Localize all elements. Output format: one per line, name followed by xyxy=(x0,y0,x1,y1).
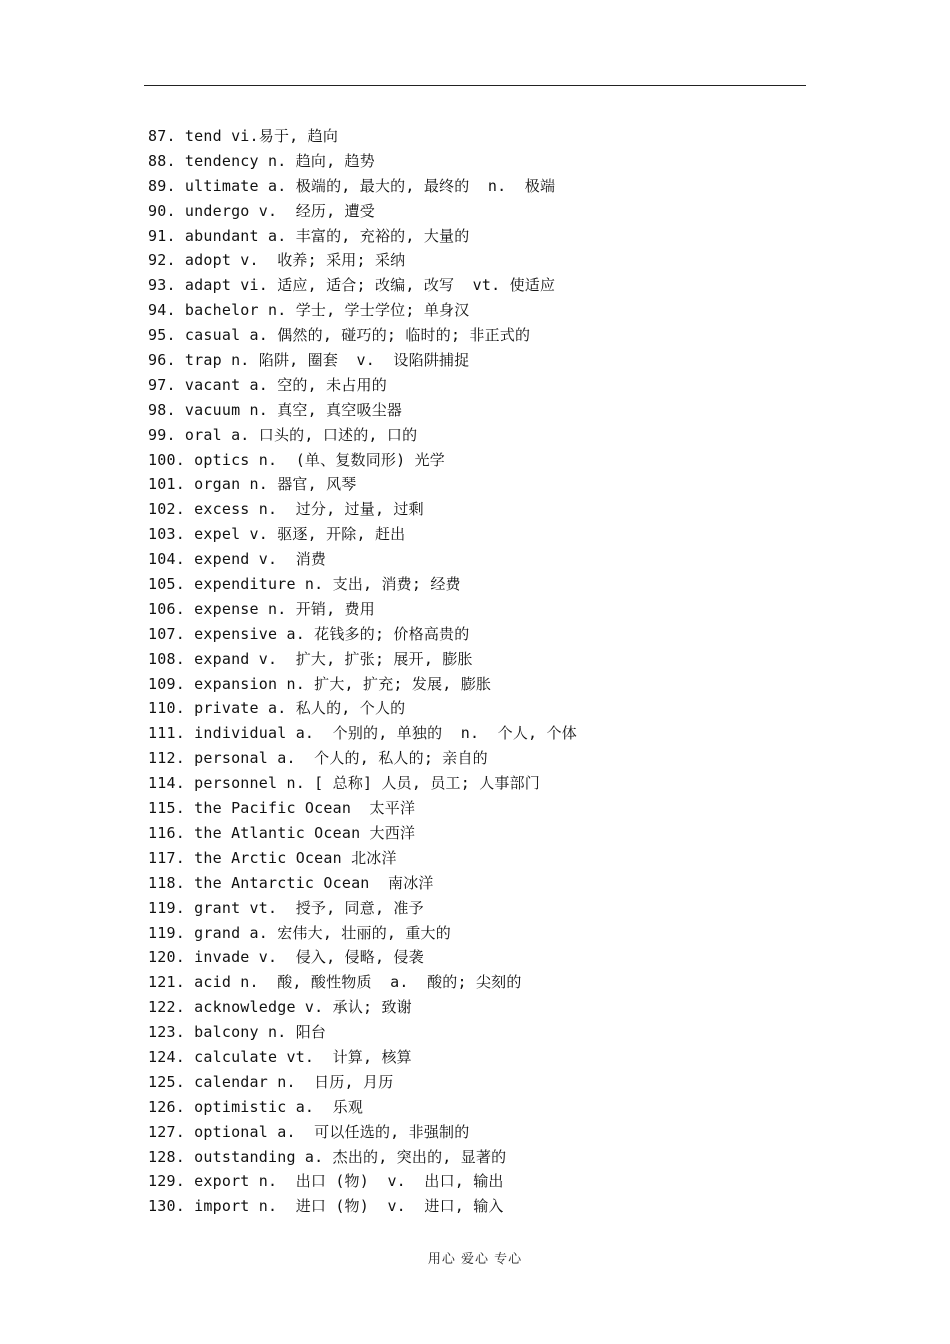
vocab-entry: 95. casual a. 偶然的, 碰巧的; 临时的; 非正式的 xyxy=(148,326,531,345)
vocab-entry: 101. organ n. 器官, 风琴 xyxy=(148,475,357,494)
vocab-entry: 102. excess n. 过分, 过量, 过剩 xyxy=(148,500,424,519)
vocab-entry: 119. grand a. 宏伟大, 壮丽的, 重大的 xyxy=(148,923,451,942)
vocab-entry: 98. vacuum n. 真空, 真空吸尘器 xyxy=(148,400,403,419)
vocab-entry: 109. expansion n. 扩大, 扩充; 发展, 膨胀 xyxy=(148,674,492,693)
vocab-entry: 112. personal a. 个人的, 私人的; 亲自的 xyxy=(148,749,488,768)
vocab-entry: 99. oral a. 口头的, 口述的, 口的 xyxy=(148,425,418,444)
vocab-entry: 111. individual a. 个别的, 单独的 n. 个人, 个体 xyxy=(148,724,577,743)
vocab-entry: 125. calendar n. 日历, 月历 xyxy=(148,1072,394,1091)
vocab-entry: 126. optimistic a. 乐观 xyxy=(148,1097,364,1116)
vocab-entry: 114. personnel n. [ 总称] 人员, 员工; 人事部门 xyxy=(148,774,541,793)
vocab-entry: 124. calculate vt. 计算, 核算 xyxy=(148,1047,412,1066)
vocab-entry: 90. undergo v. 经历, 遭受 xyxy=(148,201,375,220)
vocab-entry: 115. the Pacific Ocean 太平洋 xyxy=(148,799,416,818)
vocab-entry: 105. expenditure n. 支出, 消费; 经费 xyxy=(148,575,461,594)
vocab-entry: 128. outstanding a. 杰出的, 突出的, 显著的 xyxy=(148,1147,507,1166)
vocab-entry: 119. grant vt. 授予, 同意, 准予 xyxy=(148,898,424,917)
vocab-entry: 108. expand v. 扩大, 扩张; 展开, 膨胀 xyxy=(148,649,473,668)
vocab-entry: 116. the Atlantic Ocean 大西洋 xyxy=(148,823,416,842)
vocab-entry: 121. acid n. 酸, 酸性物质 a. 酸的; 尖刻的 xyxy=(148,973,522,992)
vocab-entry: 107. expensive a. 花钱多的; 价格高贵的 xyxy=(148,624,470,643)
vocab-entry: 117. the Arctic Ocean 北冰洋 xyxy=(148,848,397,867)
vocab-entry: 118. the Antarctic Ocean 南冰洋 xyxy=(148,873,434,892)
vocab-entry: 110. private a. 私人的, 个人的 xyxy=(148,699,406,718)
page-footer: 用心 爱心 专心 xyxy=(427,1252,523,1267)
vocab-entry: 104. expend v. 消费 xyxy=(148,550,327,569)
vocab-entry: 91. abundant a. 丰富的, 充裕的, 大量的 xyxy=(148,226,470,245)
vocab-entry: 96. trap n. 陷阱, 圈套 v. 设陷阱捕捉 xyxy=(148,351,470,370)
header-rule xyxy=(144,85,806,86)
vocab-entry: 92. adopt v. 收养; 采用; 采纳 xyxy=(148,251,406,270)
vocab-entry: 130. import n. 进口 (物) v. 进口, 输入 xyxy=(148,1197,504,1216)
vocab-entry: 120. invade v. 侵入, 侵略, 侵袭 xyxy=(148,948,424,967)
vocab-entry: 89. ultimate a. 极端的, 最大的, 最终的 n. 极端 xyxy=(148,176,556,195)
vocab-entry: 97. vacant a. 空的, 未占用的 xyxy=(148,375,387,394)
vocab-entry: 122. acknowledge v. 承认; 致谢 xyxy=(148,998,412,1017)
vocab-entry: 88. tendency n. 趋向, 趋势 xyxy=(148,151,375,170)
vocab-entry: 93. adapt vi. 适应, 适合; 改编, 改写 vt. 使适应 xyxy=(148,276,556,295)
vocab-entry: 100. optics n. (单、复数同形) 光学 xyxy=(148,450,445,469)
vocabulary-list xyxy=(148,124,577,1219)
vocab-entry: 106. expense n. 开销, 费用 xyxy=(148,599,375,618)
vocab-entry: 94. bachelor n. 学士, 学士学位; 单身汉 xyxy=(148,301,470,320)
vocab-entry: 129. export n. 出口 (物) v. 出口, 输出 xyxy=(148,1172,504,1191)
vocab-entry: 103. expel v. 驱逐, 开除, 赶出 xyxy=(148,525,406,544)
vocab-entry: 127. optional a. 可以任选的, 非强制的 xyxy=(148,1122,470,1141)
vocab-entry: 123. balcony n. 阳台 xyxy=(148,1023,327,1042)
vocab-entry: 87. tend vi.易于, 趋向 xyxy=(148,127,339,145)
